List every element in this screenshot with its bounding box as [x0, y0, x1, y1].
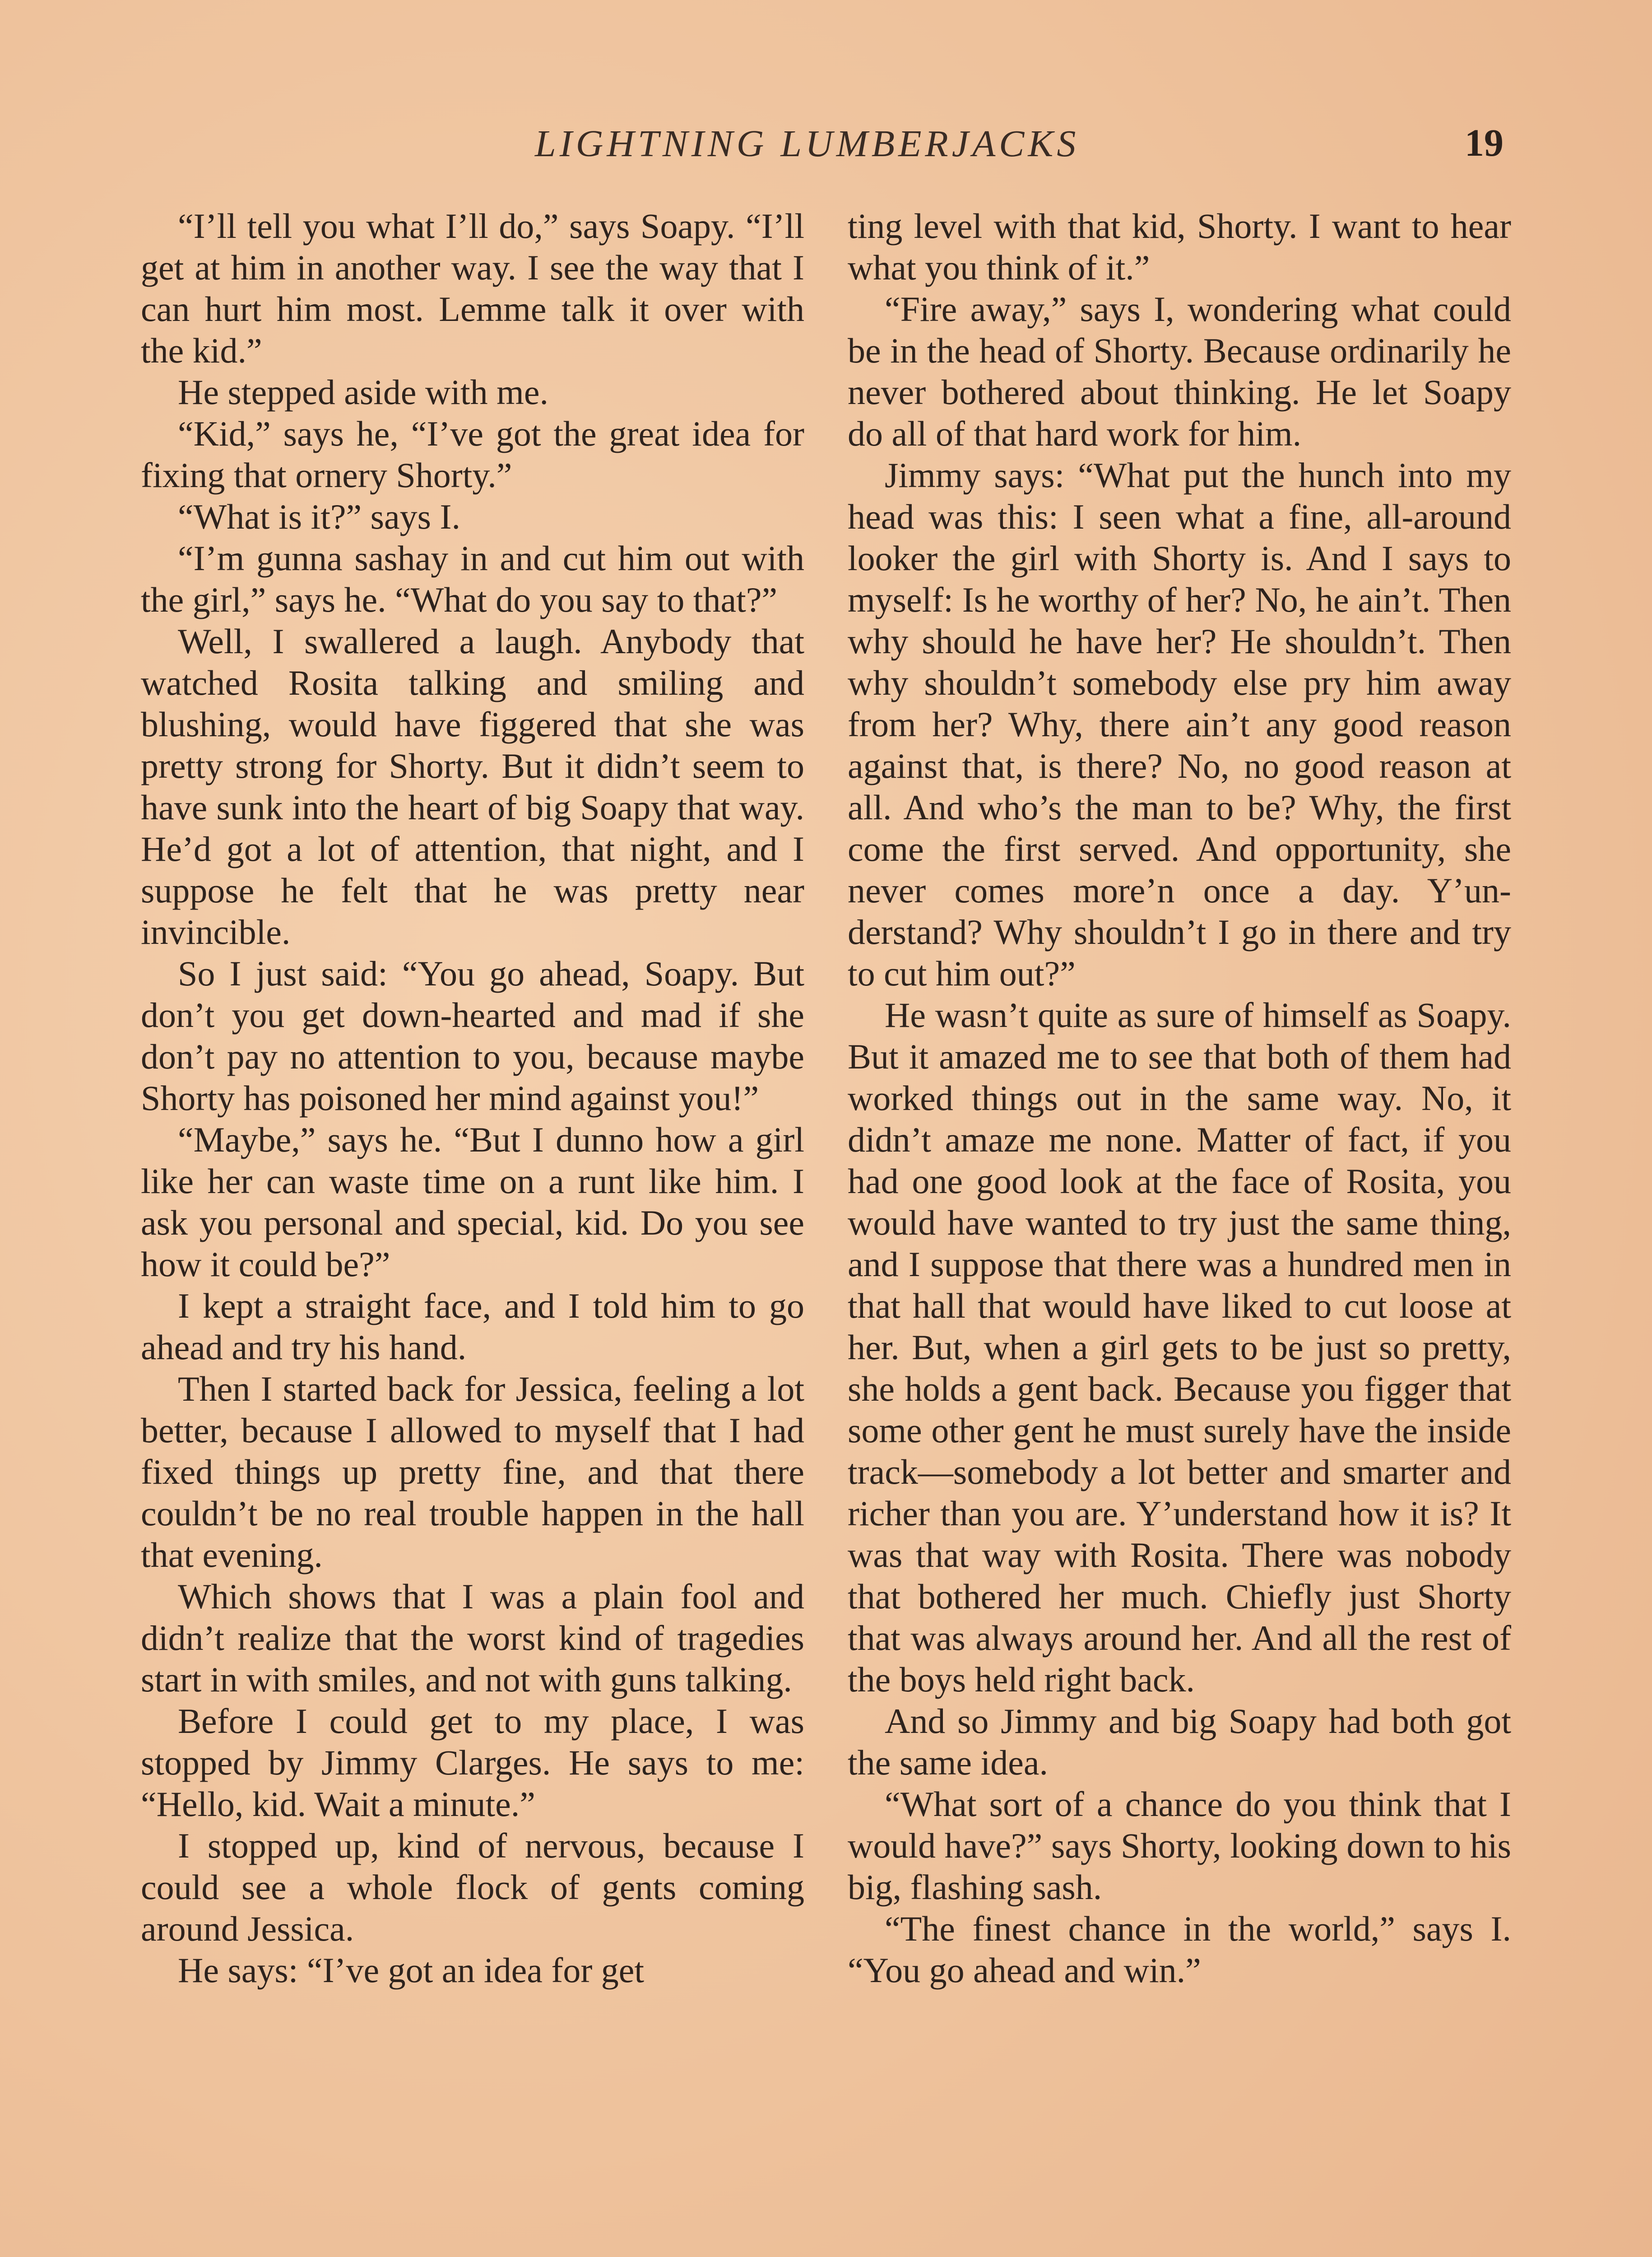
- paragraph: Then I started back for Jessica, feeling a lot better, because I allowed to myself that I had fixed things up pretty fine, and that there couldn’t be no real trouble happen in the hall that evening.: [141, 1369, 804, 1574]
- paragraph: “I’ll tell you what I’ll do,” says Soapy. “I’ll get at him in another way. I see the way that I can hurt him most. Lemme talk it over with the kid.”: [141, 206, 804, 370]
- paragraph: Before I could get to my place, I was stopped by Jimmy Clarges. He says to me: “Hello, kid. Wait a minute.”: [141, 1701, 804, 1824]
- right-column: [848, 205, 1511, 1991]
- left-column: [141, 205, 804, 1991]
- paragraph: “The finest chance in the world,” says I. “You go ahead and win.”: [848, 1909, 1511, 1990]
- paragraph: “Kid,” says he, “I’ve got the great idea for fixing that ornery Shorty.”: [141, 414, 804, 495]
- paragraph: “Fire away,” says I, wondering what could be in the head of Shorty. Because ordinarily he never bothered about thinking. He let Soapy do all of that hard work for him.: [848, 289, 1511, 453]
- paragraph: “I’m gunna sashay in and cut him out with the girl,” says he. “What do you say to that?”: [141, 539, 804, 619]
- paragraph: “Maybe,” says he. “But I dunno how a girl like her can waste time on a runt like him. I ask you personal and special, kid. Do you see how it could be?”: [141, 1120, 804, 1284]
- running-title: LIGHTNING LUMBERJACKS: [535, 123, 1080, 165]
- paragraph: He wasn’t quite as sure of himself as Soapy. But it amazed me to see that both of them had worked things out in the same way. No, it didn’t amaze me none. Matter of fact, if you had one good look at the face of Rosita, you would have wanted to try just the same thing, and I suppose that there was a hundred men in that hall that would have liked to cut loose at her. But, when a girl gets to be just so pretty, she holds a gent back. Because you figger that some other gent he must surely have the inside track—somebody a lot better and smarter and richer than you are. Y’understand how it is? It was that way with Rosita. There was nobody that bothered her much. Chiefly just Shorty that was always around her. And all the rest of the boys held right back.: [848, 995, 1511, 1699]
- paragraph: So I just said: “You go ahead, Soapy. But don’t you get down-hearted and mad if she don’t pay no attention to you, because maybe Shorty has poisoned her mind against you!”: [141, 954, 804, 1118]
- paragraph: I stopped up, kind of nervous, because I could see a whole flock of gents coming around Jessica.: [141, 1826, 804, 1948]
- paragraph: He stepped aside with me.: [178, 372, 548, 412]
- paragraph: “What sort of a chance do you think that I would have?” says Shorty, looking down to his big, flashing sash.: [848, 1784, 1511, 1907]
- paragraph: I kept a straight face, and I told him to go ahead and try his hand.: [141, 1286, 804, 1367]
- page-number: 19: [1465, 121, 1504, 164]
- paragraph: And so Jimmy and big Soapy had both got the same idea.: [848, 1701, 1511, 1782]
- paragraph: Which shows that I was a plain fool and didn’t realize that the worst kind of tragedies start in with smiles, and not with guns talking.: [141, 1577, 804, 1699]
- paragraph: Jimmy says: “What put the hunch into my head was this: I seen what a fine, all-around looker the girl with Shorty is. And I says to myself: Is he worthy of her? No, he ain’t. Then why should he have her? He shouldn’t. Then why shouldn’t somebody else pry him away from her? Why, there ain’t any good reason against that, is there? No, no good reason at all. And who’s the man to be? Why, the first come the first served. And opportunity, she never comes more’n once a day. Y’understand? Why shouldn’t I go in there and try to cut him out?”: [848, 455, 1511, 993]
- paragraph-continuation: ting level with that kid, Shorty. I want to hear what you think of it.”: [848, 206, 1511, 287]
- page-header: [0, 122, 1652, 172]
- paragraph: Well, I swallered a laugh. Anybody that watched Rosita talking and smiling and blushing, would have figgered that she was pretty strong for Shorty. But it didn’t seem to have sunk into the heart of big Soapy that way. He’d got a lot of attention, that night, and I suppose he felt that he was pretty near invincible.: [141, 622, 804, 952]
- paragraph: He says: “I’ve got an idea for get: [178, 1950, 645, 1990]
- paragraph: “What is it?” says I.: [178, 497, 460, 536]
